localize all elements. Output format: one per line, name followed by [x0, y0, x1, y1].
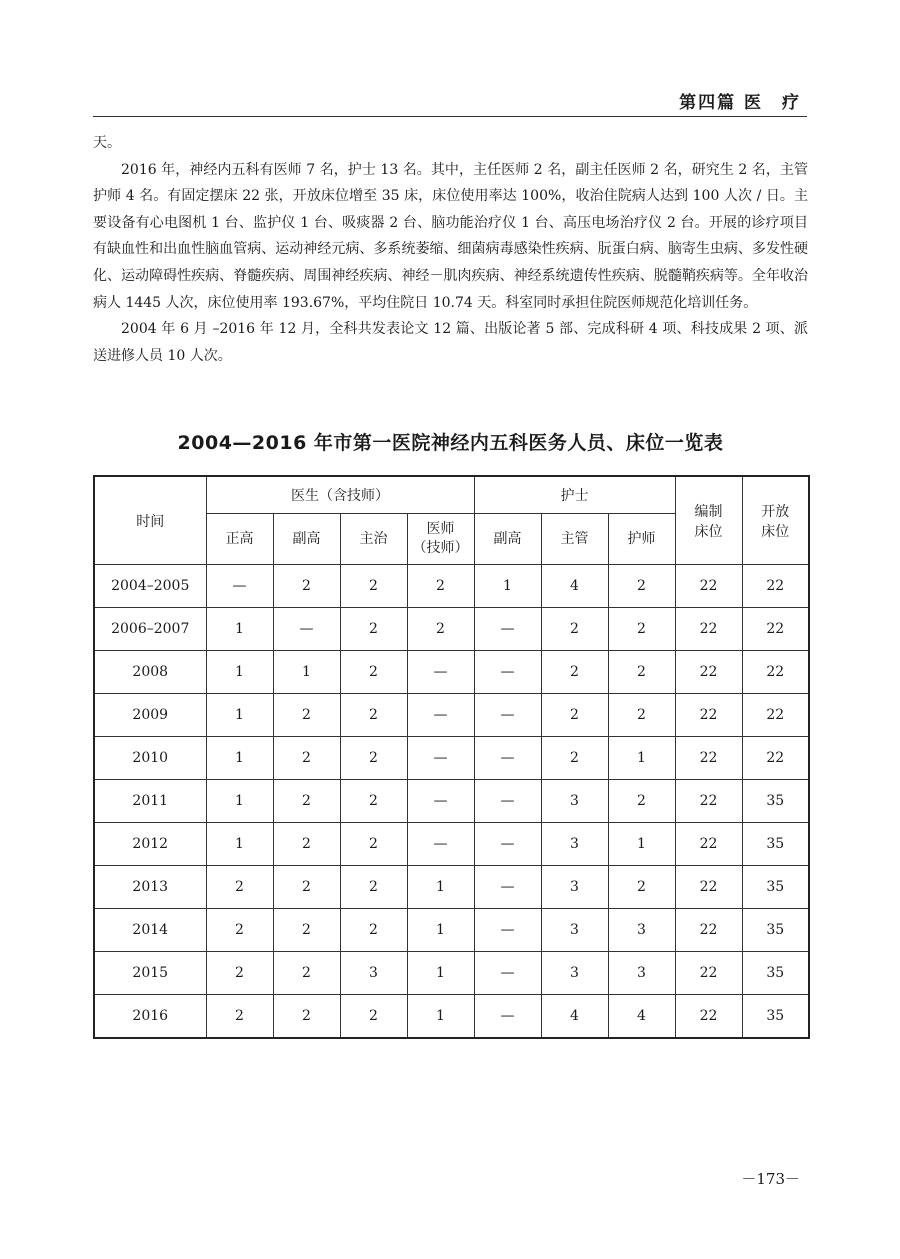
table-cell: 1: [608, 823, 675, 866]
table-cell: 3: [541, 866, 608, 909]
header-planned-beds: [675, 476, 742, 565]
table-cell: 2: [340, 737, 407, 780]
table-cell: 2: [273, 565, 340, 608]
table-row: [94, 694, 809, 737]
table-body: [94, 565, 809, 1039]
table-cell: 2: [608, 651, 675, 694]
header-nurse-supervisor: 主管: [541, 514, 608, 565]
table-cell: 2: [340, 866, 407, 909]
table-cell-time: 2014: [94, 909, 206, 952]
table-cell: 2: [206, 866, 273, 909]
table-cell-time: 2008: [94, 651, 206, 694]
table-cell: 3: [541, 952, 608, 995]
table-cell: 2: [273, 694, 340, 737]
table-cell: 3: [608, 909, 675, 952]
table-cell: 1: [206, 823, 273, 866]
header-doctor-attending: 主治: [340, 514, 407, 565]
table-cell: 2: [541, 737, 608, 780]
table-cell: —: [407, 780, 474, 823]
staff-bed-table: [93, 475, 810, 1039]
header-nurse-nurse: 护师: [608, 514, 675, 565]
table-cell: 2: [206, 952, 273, 995]
table-cell: 1: [474, 565, 541, 608]
page-number: －173－: [741, 1170, 800, 1188]
table-cell: 1: [407, 952, 474, 995]
table-cell: 1: [407, 909, 474, 952]
header-label: 编制 床位: [694, 503, 723, 540]
table-row: [94, 952, 809, 995]
table-cell: 1: [273, 651, 340, 694]
header-doctor-associate: 副高: [273, 514, 340, 565]
table-cell: —: [407, 737, 474, 780]
table-cell: 2: [541, 694, 608, 737]
table-row: [94, 608, 809, 651]
table-row: [94, 780, 809, 823]
table-cell: 35: [742, 866, 809, 909]
table-cell: 22: [675, 651, 742, 694]
table-cell: 22: [675, 694, 742, 737]
table-cell: —: [273, 608, 340, 651]
table-cell: 1: [206, 737, 273, 780]
table-cell: 22: [675, 608, 742, 651]
table-cell: 3: [340, 952, 407, 995]
header-nurse-group: 护士: [474, 476, 675, 514]
table-cell: 1: [407, 995, 474, 1039]
table-cell: —: [474, 952, 541, 995]
header-open-beds: [742, 476, 809, 565]
table-cell: 2: [608, 694, 675, 737]
table-cell: 22: [675, 565, 742, 608]
table-cell: 2: [340, 694, 407, 737]
table-title: 2004—2016 年市第一医院神经内五科医务人员、床位一览表: [177, 432, 724, 454]
paragraph: 2016 年，神经内五科有医师 7 名，护士 13 名。其中，主任医师 2 名，副主任医师 2 名，研究生 2 名，主管护师 4 名。有固定摆床 22 张，开放床位增至 35 床，床位使用率达 100%，收治住院病人达到 100 人次 / 日。主要设备有心电图机 1 台、监护仪 1 台、吸痰器 2 台、脑功能治疗仪 1 台、高压电场治疗仪 2 台。开展的诊疗项目有缺血性和出血性脑血管病、运动神经元病、多系统萎缩、细菌病毒感染性疾病、朊蛋白病、脑寄生虫病、多发性硬化、运动障碍性疾病、脊髓疾病、周围神经疾病、神经－肌肉疾病、神经系统遗传性疾病、脱髓鞘疾病等。全年收治病人 1445 人次，床位使用率 193.67%，平均住院日 10.74 天。科室同时承担住院医师规范化培训任务。: [93, 161, 808, 311]
table-cell: —: [474, 651, 541, 694]
table-cell: 22: [675, 909, 742, 952]
table-cell: 2: [273, 780, 340, 823]
table-cell: 2: [273, 737, 340, 780]
table-cell: —: [474, 737, 541, 780]
table-cell: 22: [675, 823, 742, 866]
table-row: [94, 565, 809, 608]
table-cell: 22: [675, 952, 742, 995]
table-cell-time: 2011: [94, 780, 206, 823]
table-cell: 2: [608, 866, 675, 909]
table-cell-time: 2006–2007: [94, 608, 206, 651]
table-cell: —: [206, 565, 273, 608]
table-cell: 2: [273, 952, 340, 995]
table-row: [94, 995, 809, 1039]
paragraph: 天。: [93, 135, 121, 151]
table-cell: 2: [273, 866, 340, 909]
table-cell: 22: [675, 866, 742, 909]
table-cell: —: [407, 823, 474, 866]
table-cell: 2: [340, 909, 407, 952]
table-cell: —: [474, 909, 541, 952]
table-row: [94, 866, 809, 909]
table-cell: —: [474, 995, 541, 1039]
table-cell: 3: [541, 823, 608, 866]
table-cell: 2: [340, 780, 407, 823]
table-cell: 2: [340, 823, 407, 866]
table-cell: 2: [340, 608, 407, 651]
table-cell: 3: [541, 909, 608, 952]
table-cell: 1: [206, 780, 273, 823]
table-cell: 22: [742, 651, 809, 694]
table-cell: 2: [206, 995, 273, 1039]
table-cell: 22: [742, 565, 809, 608]
paragraph: 2004 年 6 月 –2016 年 12 月，全科共发表论文 12 篇、出版论著 5 部、完成科研 4 项、科技成果 2 项、派送进修人员 10 人次。: [93, 321, 808, 364]
table-cell: —: [474, 608, 541, 651]
table-cell: 1: [206, 651, 273, 694]
table-cell-time: 2016: [94, 995, 206, 1039]
table-cell: 1: [608, 737, 675, 780]
table-cell: 22: [742, 694, 809, 737]
table-cell-time: 2012: [94, 823, 206, 866]
body-text: [93, 130, 808, 369]
header-doctor-senior: 正高: [206, 514, 273, 565]
table-cell: 22: [675, 737, 742, 780]
table-cell: 2: [340, 651, 407, 694]
header-doctor-physician: [407, 514, 474, 565]
table-cell: 2: [273, 995, 340, 1039]
table-cell: 3: [541, 780, 608, 823]
table-cell: 3: [608, 952, 675, 995]
table-cell: —: [407, 694, 474, 737]
header-time: 时间: [94, 476, 206, 565]
header-nurse-associate: 副高: [474, 514, 541, 565]
table-cell: —: [474, 780, 541, 823]
table-cell: 4: [608, 995, 675, 1039]
table-cell: 1: [407, 866, 474, 909]
table-cell: 35: [742, 952, 809, 995]
table-cell: 2: [608, 780, 675, 823]
header-doctor-group: 医生（含技师）: [206, 476, 474, 514]
table-cell: —: [407, 651, 474, 694]
table-cell: 1: [206, 608, 273, 651]
header-label: 医师 （技师）: [412, 521, 469, 556]
table-cell: 4: [541, 995, 608, 1039]
table-cell-time: 2010: [94, 737, 206, 780]
table-cell: 2: [273, 909, 340, 952]
table-cell: —: [474, 694, 541, 737]
table-row: [94, 651, 809, 694]
table-cell-time: 2015: [94, 952, 206, 995]
table-cell: —: [474, 866, 541, 909]
table-cell: —: [474, 823, 541, 866]
table-cell: 22: [675, 780, 742, 823]
table-cell: 35: [742, 780, 809, 823]
table-cell-time: 2013: [94, 866, 206, 909]
table-cell: 2: [407, 565, 474, 608]
table-cell: 2: [340, 565, 407, 608]
table-cell: 2: [608, 608, 675, 651]
table-cell: 4: [541, 565, 608, 608]
table-cell: 35: [742, 909, 809, 952]
table-cell: 35: [742, 995, 809, 1039]
header-label: 开放 床位: [761, 503, 790, 540]
table-cell: 2: [541, 608, 608, 651]
table-cell: 2: [407, 608, 474, 651]
table-cell: 22: [742, 608, 809, 651]
table-cell: 2: [541, 651, 608, 694]
table-cell-time: 2004–2005: [94, 565, 206, 608]
table-row: [94, 823, 809, 866]
table-row: [94, 909, 809, 952]
table-cell: 22: [675, 995, 742, 1039]
table-cell: 2: [340, 995, 407, 1039]
running-header: [93, 86, 807, 117]
section-title: 第四篇 医 疗: [679, 93, 801, 113]
table-cell-time: 2009: [94, 694, 206, 737]
table-cell: 22: [742, 737, 809, 780]
table-cell: 2: [273, 823, 340, 866]
table-row: [94, 737, 809, 780]
table-cell: 2: [206, 909, 273, 952]
table-cell: 1: [206, 694, 273, 737]
table-cell: 2: [608, 565, 675, 608]
table-cell: 35: [742, 823, 809, 866]
